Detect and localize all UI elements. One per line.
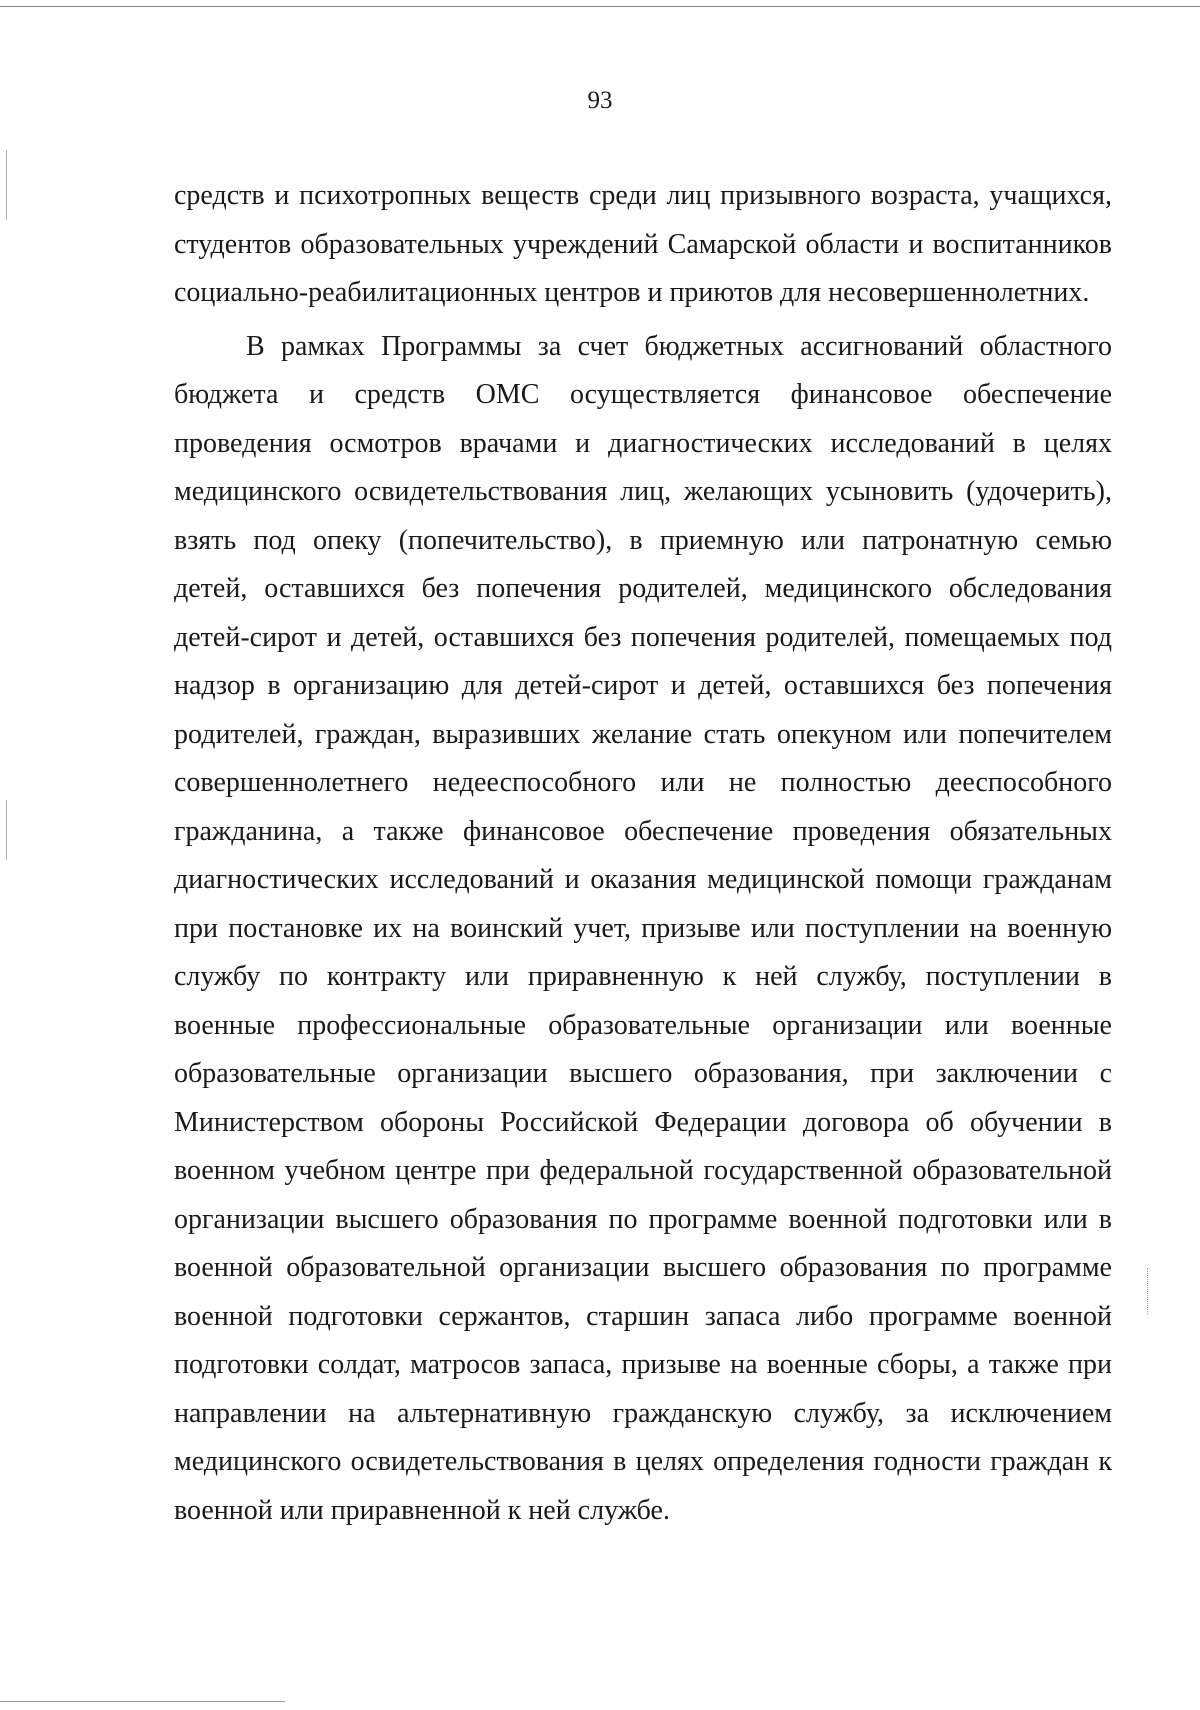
text-line: средств и психотропных веществ среди лиц призывного возраста, учащихся, [174, 180, 1112, 211]
text-line: службу по контракту или приравненную к ней службу, поступлении в [174, 961, 1112, 992]
text-line: детей-сирот и детей, оставшихся без попечения родителей, помещаемых под [174, 621, 1112, 653]
text-line: направлении на альтернативную гражданскую службу, за исключением [174, 1397, 1112, 1429]
text-line: В рамках Программы за счет бюджетных ассигнований областного [246, 330, 1112, 362]
text-line: проведения осмотров врачами и диагностических исследований в целях [174, 427, 1112, 459]
text-line: бюджета и средств ОМС осуществляется финансовое обеспечение [174, 379, 1112, 410]
scan-edge-left-upper [6, 150, 7, 220]
text-line: Министерством обороны Российской Федерации договора об обучении в [174, 1106, 1112, 1138]
text-line: детей, оставшихся без попечения родителей, медицинского обследования [174, 573, 1112, 604]
text-line: студентов образовательных учреждений Самарской области и воспитанников [174, 228, 1112, 260]
text-line: взять под опеку (попечительство), в приемную или патронатную семью [174, 524, 1112, 556]
text-line: гражданина, а также финансовое обеспечение проведения обязательных [174, 815, 1112, 847]
page-number: 93 [587, 87, 613, 114]
text-line: родителей, граждан, выразивших желание стать опекуном или попечителем [174, 718, 1112, 750]
text-line: при постановке их на воинский учет, призыве или поступлении на военную [174, 912, 1112, 944]
scan-edge-bottom [0, 1701, 285, 1702]
text-line: подготовки солдат, матросов запаса, призыве на военные сборы, а также при [174, 1349, 1112, 1380]
text-line: совершеннолетнего недееспособного или не полностью дееспособного [174, 767, 1112, 798]
text-line: военные профессиональные образовательные организации или военные [174, 1009, 1112, 1041]
text-line: медицинского освидетельствования лиц, желающих усыновить (удочерить), [174, 476, 1112, 507]
text-line: военном учебном центре при федеральной государственной образовательной [174, 1155, 1112, 1186]
scan-edge-right [1146, 1268, 1148, 1314]
scan-edge-top [0, 6, 1200, 7]
text-line: диагностических исследований и оказания медицинской помощи гражданам [174, 864, 1112, 895]
text-line: социально-реабилитационных центров и приютов для несовершеннолетних. [174, 277, 1090, 308]
text-line: медицинского освидетельствования в целях определения годности граждан к [174, 1446, 1112, 1477]
paragraph [174, 323, 1112, 1536]
text-line: образовательные организации высшего образования, при заключении с [174, 1058, 1112, 1089]
text-line: организации высшего образования по программе военной подготовки или в [174, 1203, 1112, 1235]
scan-edge-left-lower [6, 800, 7, 860]
paragraph [174, 172, 1112, 318]
text-line: надзор в организацию для детей-сирот и детей, оставшихся без попечения [174, 670, 1112, 701]
text-line: военной образовательной организации высшего образования по программе [174, 1252, 1112, 1283]
text-line: военной подготовки сержантов, старшин запаса либо программе военной [174, 1300, 1112, 1332]
document-body [174, 172, 1112, 1535]
text-line: военной или приравненной к ней службе. [174, 1494, 670, 1526]
